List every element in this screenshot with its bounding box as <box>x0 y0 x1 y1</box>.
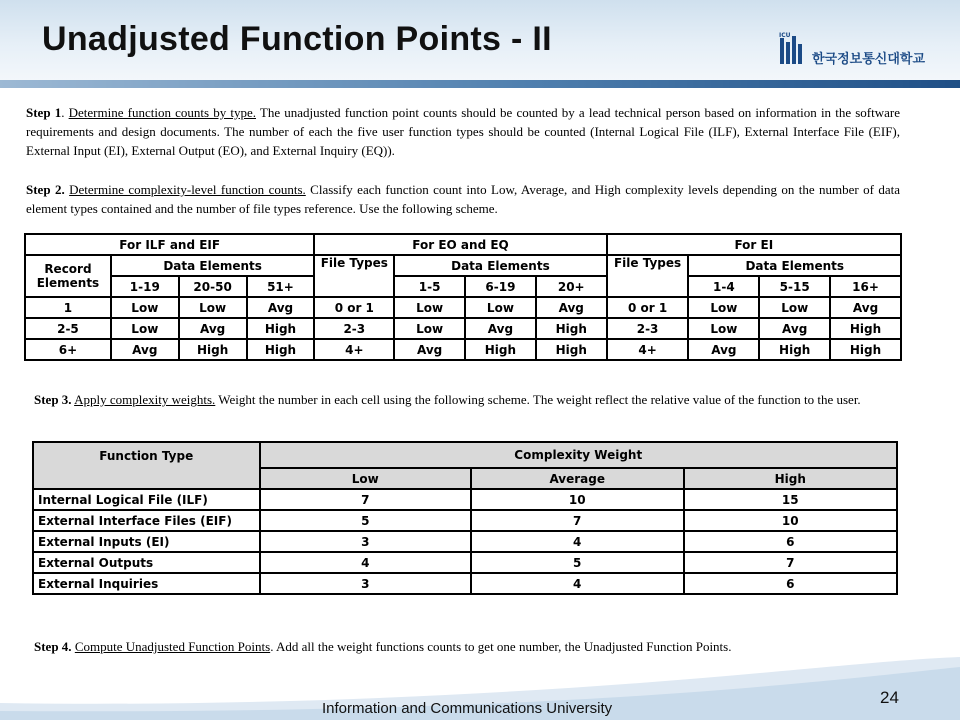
weight-cell: 7 <box>684 552 898 573</box>
range-cell: 5-15 <box>759 276 830 297</box>
function-type-cell: External Inquiries <box>33 573 260 594</box>
complexity-weight-table <box>32 441 898 595</box>
group-ei: For EI <box>607 234 901 255</box>
range-cell: 51+ <box>247 276 315 297</box>
header-divider <box>0 80 960 88</box>
function-type-cell: External Outputs <box>33 552 260 573</box>
table-cell: 4+ <box>314 339 394 360</box>
step-2-label: Step 2. <box>26 182 65 197</box>
step-1-paragraph: Step 1. Determine function counts by type. The unadjusted function point counts should be counted by a lead technical person based on information in the software requirements and design documents. The number of each the five user function types should be counted (Internal Logical File (ILF), External Interface File (EIF), External Input (EI), External Output (EO), and External Inquiry (EQ)). <box>26 105 900 158</box>
logo-mark-text: ICU <box>779 32 791 39</box>
step-3-heading: Apply complexity weights. <box>74 392 216 407</box>
ei-data-elements-header: Data Elements <box>688 255 901 276</box>
university-logo <box>778 32 938 72</box>
step-2-text: Classify each function count into Low, Average, and High complexity levels depending on the number of data element types contained and the number of file types reference. Use the following scheme. <box>26 182 901 216</box>
logo-text: 한국정보통신대학교 <box>812 52 926 67</box>
table-cell: Avg <box>688 339 759 360</box>
complexity-weight-header: Complexity Weight <box>260 442 897 468</box>
step-1-text: The unadjusted function point counts should be counted by a lead technical person based on information in the software requirements and design documents. The number of each the five user function types should be counted (Internal Logical File (ILF), External Interface File (EIF), External Input (EI), External Output (EO), and External Inquiry (EQ)). <box>26 105 900 158</box>
step-4-text: . Add all the weight functions counts to get one number, the Unadjusted Function Points. <box>270 639 732 654</box>
range-cell: 1-19 <box>111 276 179 297</box>
table-row <box>25 297 901 318</box>
weight-cell: 6 <box>684 573 898 594</box>
step-3-text: Weight the number in each cell using the following scheme. The weight reflect the relative value of the function to the user. <box>215 392 861 407</box>
weight-cell: 4 <box>260 552 471 573</box>
slide-title: Unadjusted Function Points - II <box>42 20 552 58</box>
step-1-label: Step 1 <box>26 105 62 120</box>
table-row <box>25 339 901 360</box>
icu-logo-icon <box>778 32 808 66</box>
range-cell: 16+ <box>830 276 901 297</box>
table-row <box>33 489 897 510</box>
step-4-heading: Compute Unadjusted Function Points <box>74 639 271 654</box>
weight-cell: 10 <box>684 510 898 531</box>
table-row <box>33 531 897 552</box>
group-ilf-eif: For ILF and EIF <box>25 234 314 255</box>
weight-cell: 3 <box>260 531 471 552</box>
table-row <box>33 510 897 531</box>
footer-institution: Information and Communications University <box>322 700 613 717</box>
function-type-cell: Internal Logical File (ILF) <box>33 489 260 510</box>
group-eo-eq: For EO and EQ <box>314 234 606 255</box>
table-cell: High <box>536 339 607 360</box>
table-cell: High <box>536 318 607 339</box>
step-4-paragraph <box>34 637 914 656</box>
table-cell: Low <box>111 297 179 318</box>
weight-cell: 3 <box>260 573 471 594</box>
weight-cell: 5 <box>471 552 684 573</box>
weight-cell: 4 <box>471 531 684 552</box>
step-3-paragraph <box>34 390 900 409</box>
table-cell: Low <box>111 318 179 339</box>
table-cell: High <box>247 339 315 360</box>
table-cell: 2-3 <box>607 318 689 339</box>
function-type-cell: External Inputs (EI) <box>33 531 260 552</box>
table-cell: High <box>465 339 536 360</box>
function-type-header: Function Type <box>33 442 260 489</box>
table-cell: 1 <box>25 297 111 318</box>
table-cell: Avg <box>536 297 607 318</box>
table-cell: Low <box>179 297 247 318</box>
table-cell: 2-3 <box>314 318 394 339</box>
table-cell: High <box>830 318 901 339</box>
table-cell: 2-5 <box>25 318 111 339</box>
table-cell: Avg <box>179 318 247 339</box>
weight-cell: 4 <box>471 573 684 594</box>
eo-file-types-header: File Types <box>314 255 394 297</box>
complexity-level-table <box>24 233 902 361</box>
table-cell: High <box>759 339 830 360</box>
table-cell: 0 or 1 <box>607 297 689 318</box>
table-cell: High <box>179 339 247 360</box>
table-cell: Low <box>394 318 465 339</box>
weight-cell: 6 <box>684 531 898 552</box>
table-cell: Avg <box>830 297 901 318</box>
table-cell: 0 or 1 <box>314 297 394 318</box>
table-cell: Avg <box>759 318 830 339</box>
ei-file-types-header: File Types <box>607 255 689 297</box>
table-row <box>33 552 897 573</box>
table-cell: Avg <box>465 318 536 339</box>
range-cell: 1-4 <box>688 276 759 297</box>
range-cell: 1-5 <box>394 276 465 297</box>
weight-cell: 7 <box>471 510 684 531</box>
level-average-header: Average <box>471 468 684 489</box>
table-cell: Avg <box>111 339 179 360</box>
range-cell: 20+ <box>536 276 607 297</box>
table-cell: Low <box>688 297 759 318</box>
weight-cell: 5 <box>260 510 471 531</box>
table-row <box>25 318 901 339</box>
table-row <box>33 573 897 594</box>
step-1-heading: Determine function counts by type. <box>68 105 256 120</box>
step-2-paragraph <box>26 180 900 218</box>
table-cell: Low <box>465 297 536 318</box>
weight-cell: 7 <box>260 489 471 510</box>
function-type-cell: External Interface Files (EIF) <box>33 510 260 531</box>
weight-cell: 10 <box>471 489 684 510</box>
table-cell: Low <box>394 297 465 318</box>
table-cell: Avg <box>247 297 315 318</box>
range-cell: 6-19 <box>465 276 536 297</box>
table-cell: Low <box>688 318 759 339</box>
page-number: 24 <box>880 688 899 707</box>
table-cell: 4+ <box>607 339 689 360</box>
table-cell: 6+ <box>25 339 111 360</box>
table-cell: High <box>830 339 901 360</box>
level-high-header: High <box>684 468 898 489</box>
step-2-heading: Determine complexity-level function counts. <box>69 182 306 197</box>
range-cell: 20-50 <box>179 276 247 297</box>
weight-cell: 15 <box>684 489 898 510</box>
table-cell: High <box>247 318 315 339</box>
table-cell: Avg <box>394 339 465 360</box>
step-3-label: Step 3. <box>34 392 72 407</box>
step-4-label: Step 4. <box>34 639 72 654</box>
eo-data-elements-header: Data Elements <box>394 255 606 276</box>
table-cell: Low <box>759 297 830 318</box>
level-low-header: Low <box>260 468 471 489</box>
record-elements-header: Record Elements <box>25 255 111 297</box>
ilf-data-elements-header: Data Elements <box>111 255 315 276</box>
